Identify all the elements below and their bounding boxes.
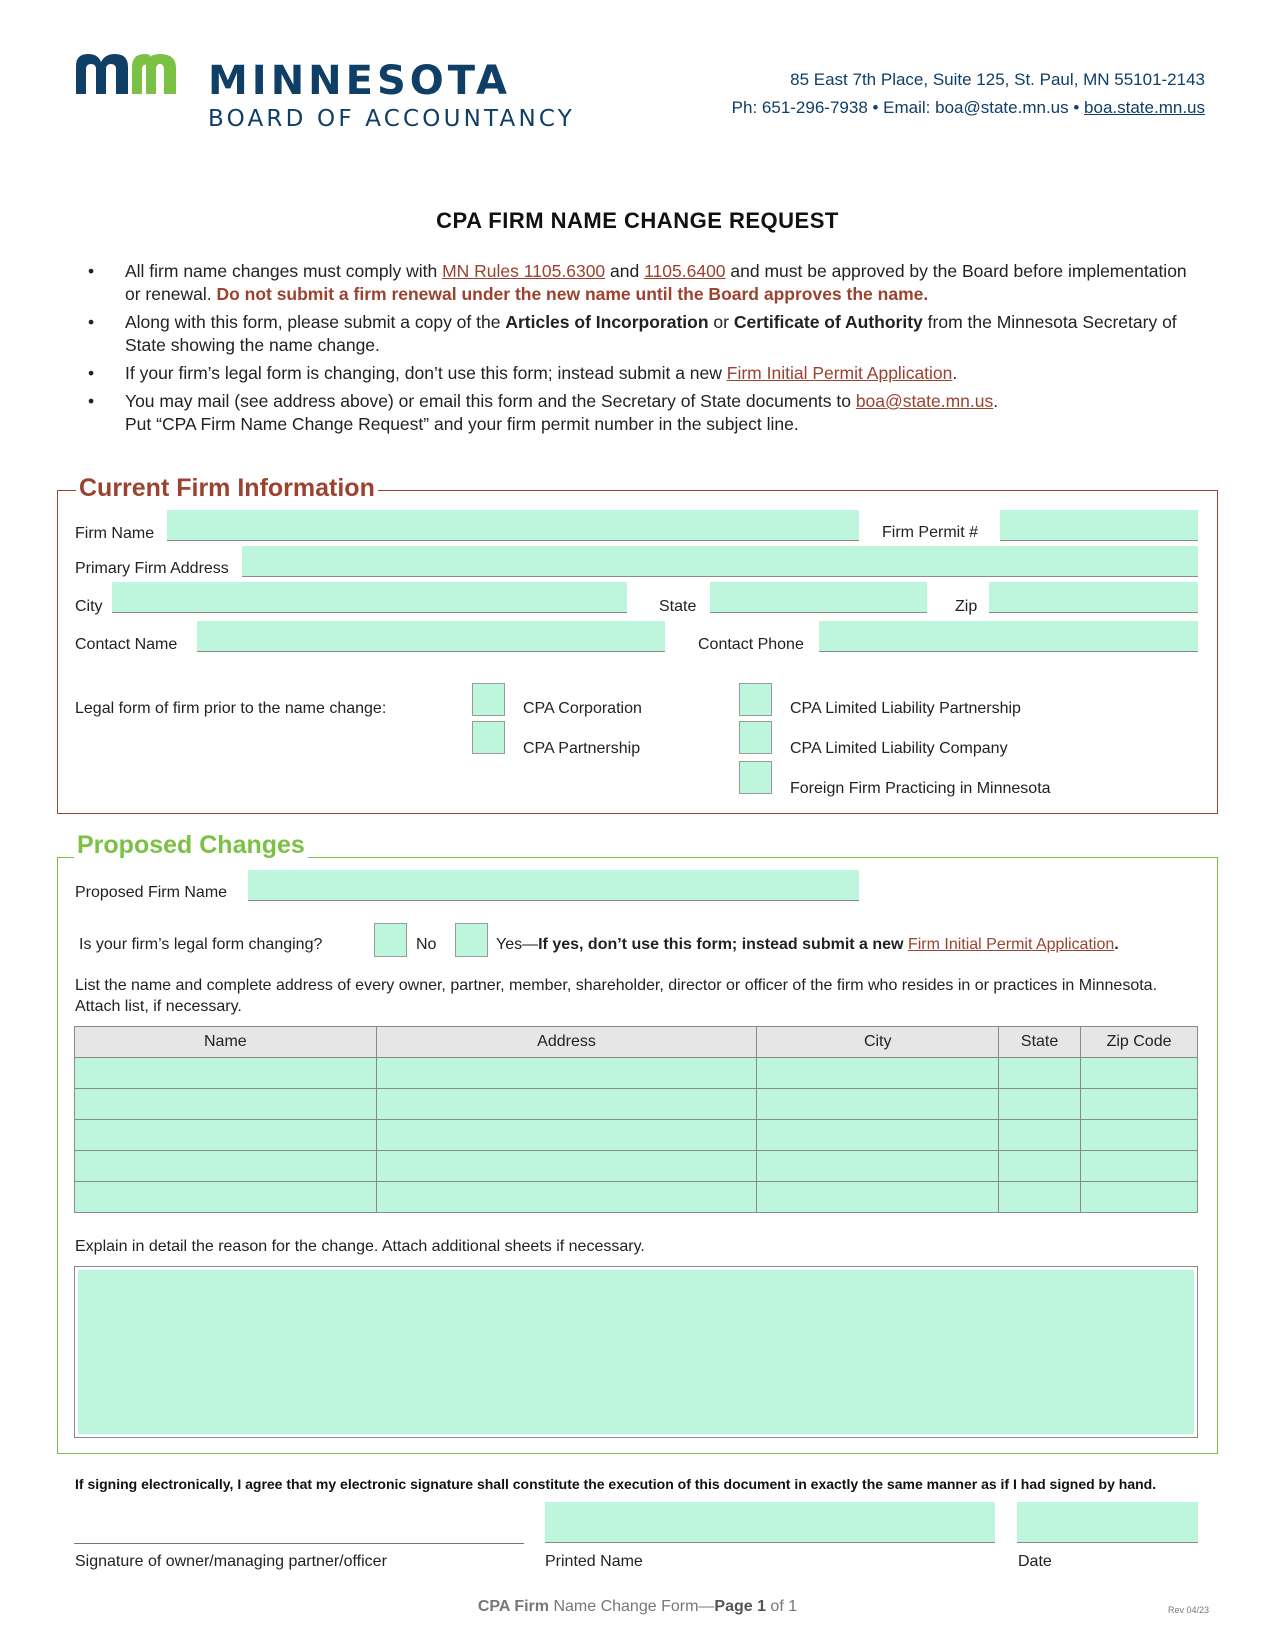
city-cell[interactable]: [757, 1058, 999, 1089]
foreign-firm-label: Foreign Firm Practicing in Minnesota: [790, 780, 1051, 797]
legal-change-no-checkbox[interactable]: [374, 923, 407, 957]
certificate-text: Certificate of Authority: [733, 312, 923, 332]
zip-cell[interactable]: [1081, 1182, 1198, 1213]
state-label: State: [659, 598, 697, 615]
address-cell[interactable]: [376, 1089, 757, 1120]
proposed-changes-title: Proposed Changes: [74, 831, 308, 860]
revision-date: Rev 04/23: [1167, 1605, 1209, 1615]
col-state-header: State: [999, 1027, 1081, 1058]
owners-list-instruction: List the name and complete address of every owner, partner, member, shareholder, director or officer of the firm who resides in or practices in Minnesota. Attach list, if necessary.: [75, 977, 1158, 1015]
state-cell[interactable]: [999, 1058, 1081, 1089]
zip-cell[interactable]: [1081, 1120, 1198, 1151]
firm-permit-input[interactable]: [1000, 510, 1198, 541]
table-row: [75, 1151, 1198, 1182]
footer-page-total: of 1: [765, 1598, 798, 1615]
owners-table-header: [75, 1027, 1198, 1058]
text: If your firm’s legal form is changing, don’t use this form; instead submit a new: [125, 363, 727, 383]
yes-text: Yes—: [496, 936, 539, 953]
mn-rules-1105-6400-link[interactable]: 1105.6400: [644, 261, 726, 281]
instruction-item: [88, 311, 1198, 357]
text: Along with this form, please submit a copy of the: [125, 312, 506, 332]
footer-page-number: Page 1: [714, 1598, 766, 1615]
primary-address-input[interactable]: [242, 546, 1198, 577]
name-cell[interactable]: [75, 1089, 377, 1120]
state-cell[interactable]: [999, 1089, 1081, 1120]
instruction-item: [88, 390, 1198, 436]
contact-name-input[interactable]: [197, 621, 665, 652]
logo-subtitle: BOARD OF ACCOUNTANCY: [208, 106, 575, 132]
signature-field[interactable]: [74, 1502, 524, 1542]
text: and must be approved by the Board before implementation or renewal.: [125, 261, 1187, 304]
mn-rules-1105-6300-link[interactable]: MN Rules 1105.6300: [442, 261, 606, 281]
text: You may mail (see address above) or email this form and the Secretary of State documents to: [125, 391, 856, 411]
board-contact-line: [732, 98, 1205, 118]
instruction-item: [88, 362, 1198, 385]
city-cell[interactable]: [757, 1182, 999, 1213]
e-signature-agreement: If signing electronically, I agree that my electronic signature shall constitute the execution of this document in exactly the same manner as if I had signed by hand.: [75, 1476, 1157, 1492]
legal-form-question: Legal form of firm prior to the name change:: [75, 700, 387, 717]
contact-phone-label: Contact Phone: [698, 636, 804, 653]
explain-reason-label: Explain in detail the reason for the change. Attach additional sheets if necessary.: [75, 1238, 645, 1255]
footer-form-name: Name Change Form—: [549, 1598, 715, 1615]
text: and: [605, 261, 645, 281]
board-address: 85 East 7th Place, Suite 125, St. Paul, MN 55101-2143: [790, 70, 1205, 89]
website-link[interactable]: boa.state.mn.us: [1084, 98, 1205, 117]
printed-name-input[interactable]: [545, 1502, 995, 1543]
table-row: [75, 1182, 1198, 1213]
owners-table: [74, 1026, 1198, 1213]
address-cell[interactable]: [376, 1151, 757, 1182]
date-label: Date: [1018, 1553, 1052, 1570]
reason-textarea[interactable]: [74, 1266, 1198, 1438]
firm-name-input[interactable]: [167, 510, 859, 541]
cpa-llc-checkbox[interactable]: [739, 721, 772, 754]
state-cell[interactable]: [999, 1151, 1081, 1182]
cpa-llp-label: CPA Limited Liability Partnership: [790, 700, 1021, 717]
col-zip-header: Zip Code: [1081, 1027, 1198, 1058]
name-cell[interactable]: [75, 1058, 377, 1089]
instruction-item: [88, 260, 1198, 306]
name-cell[interactable]: [75, 1120, 377, 1151]
zip-cell[interactable]: [1081, 1089, 1198, 1120]
printed-name-label: Printed Name: [545, 1553, 643, 1570]
table-row: [75, 1089, 1198, 1120]
renewal-warning: Do not submit a firm renewal under the new name until the Board approves the name.: [216, 284, 929, 304]
email-link[interactable]: boa@state.mn.us: [855, 391, 994, 411]
state-cell[interactable]: [999, 1120, 1081, 1151]
contact-name-label: Contact Name: [75, 636, 178, 653]
phone-email-text: Ph: 651-296-7938 • Email: boa@state.mn.us •: [731, 98, 1085, 117]
firm-permit-label: Firm Permit #: [882, 524, 978, 541]
address-cell[interactable]: [376, 1058, 757, 1089]
city-cell[interactable]: [757, 1120, 999, 1151]
zip-cell[interactable]: [1081, 1151, 1198, 1182]
zip-cell[interactable]: [1081, 1058, 1198, 1089]
period: .: [1114, 936, 1119, 953]
no-label: No: [416, 936, 437, 953]
proposed-firm-name-input[interactable]: [248, 870, 859, 901]
foreign-firm-checkbox[interactable]: [739, 761, 772, 794]
firm-name-label: Firm Name: [75, 525, 155, 542]
table-row: [75, 1058, 1198, 1089]
text: or: [708, 312, 734, 332]
date-input[interactable]: [1017, 1502, 1198, 1543]
articles-text: Articles of Incorporation: [505, 312, 709, 332]
text: Put “CPA Firm Name Change Request” and your firm permit number in the subject line.: [125, 414, 799, 434]
yes-warning: If yes, don’t use this form; instead submit a new: [538, 936, 908, 953]
firm-initial-permit-link[interactable]: Firm Initial Permit Application: [726, 363, 953, 383]
cpa-llp-checkbox[interactable]: [739, 683, 772, 716]
zip-input[interactable]: [989, 582, 1198, 613]
col-city-header: City: [757, 1027, 999, 1058]
text: .: [952, 363, 958, 383]
minnesota-logo-mark-icon: [74, 50, 178, 96]
footer-form-type: CPA Firm: [477, 1598, 549, 1615]
col-name-header: Name: [75, 1027, 377, 1058]
text: from the Minnesota Secretary of State showing the name change.: [125, 312, 1177, 355]
cpa-partnership-label: CPA Partnership: [523, 740, 641, 757]
logo-wordmark: MINNESOTA: [208, 58, 511, 104]
name-cell[interactable]: [75, 1182, 377, 1213]
current-firm-title: Current Firm Information: [76, 474, 378, 503]
city-label: City: [75, 598, 103, 615]
city-cell[interactable]: [757, 1089, 999, 1120]
firm-initial-permit-link-2[interactable]: Firm Initial Permit Application: [907, 936, 1115, 953]
cpa-corporation-checkbox[interactable]: [472, 683, 505, 716]
name-cell[interactable]: [75, 1151, 377, 1182]
legal-form-change-question: Is your firm’s legal form changing?: [79, 936, 323, 953]
text: All firm name changes must comply with: [125, 261, 443, 281]
cpa-corporation-label: CPA Corporation: [523, 700, 642, 717]
proposed-firm-name-label: Proposed Firm Name: [75, 884, 228, 901]
yes-label: [496, 936, 1119, 954]
contact-phone-input[interactable]: [819, 621, 1198, 652]
address-cell[interactable]: [376, 1182, 757, 1213]
page-title: CPA FIRM NAME CHANGE REQUEST: [436, 208, 839, 233]
signature-label: Signature of owner/managing partner/officer: [75, 1553, 387, 1570]
state-cell[interactable]: [999, 1182, 1081, 1213]
text: .: [993, 391, 999, 411]
table-row: [75, 1120, 1198, 1151]
col-address-header: Address: [376, 1027, 757, 1058]
page-footer: [0, 1598, 1275, 1616]
cpa-llc-label: CPA Limited Liability Company: [790, 740, 1008, 757]
primary-address-label: Primary Firm Address: [75, 560, 229, 577]
address-cell[interactable]: [376, 1120, 757, 1151]
zip-label: Zip: [955, 598, 978, 615]
cpa-partnership-checkbox[interactable]: [472, 721, 505, 754]
city-cell[interactable]: [757, 1151, 999, 1182]
signature-line: [74, 1543, 524, 1544]
legal-change-yes-checkbox[interactable]: [455, 923, 488, 957]
instructions-list: [88, 260, 1198, 441]
state-input[interactable]: [710, 582, 927, 613]
city-input[interactable]: [112, 582, 627, 613]
